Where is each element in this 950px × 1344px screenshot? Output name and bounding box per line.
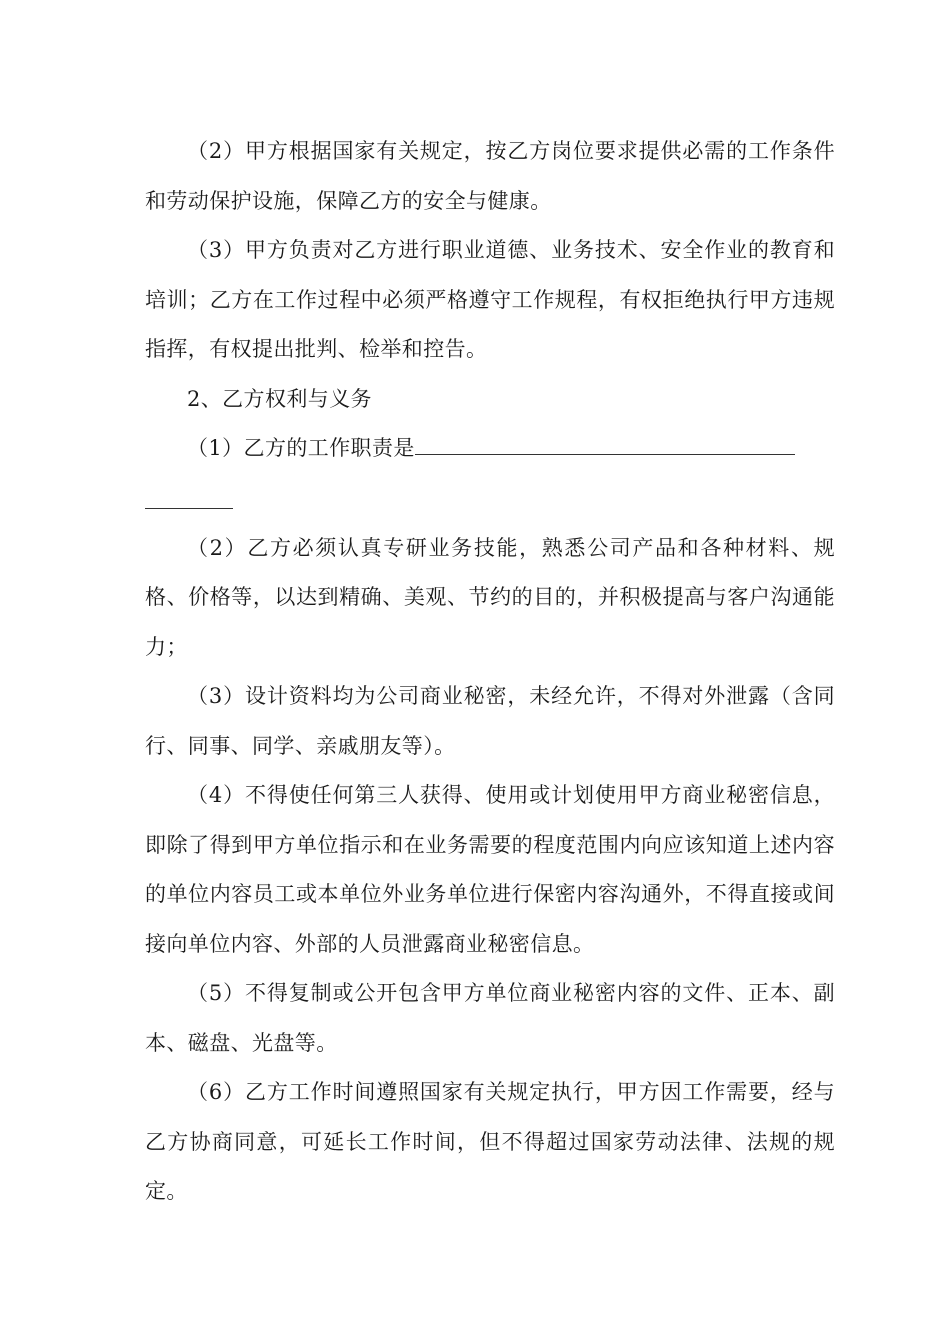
clause-b2-skills: （2）乙方必须认真专研业务技能，熟悉公司产品和各种材料、规格、价格等，以达到精确、美观、节约的目的，并积极提高与客户沟通能力； — [145, 535, 835, 659]
clause-b4-trade-secrets: （4）不得使任何第三人获得、使用或计划使用甲方商业秘密信息，即除了得到甲方单位指示和在业务需要的程度范围内向应该知道上述内容的单位内容员工或本单位外业务单位进行保密内容沟通外，不得直接或间接向单位内容、外部的人员泄露商业秘密信息。 — [145, 783, 835, 956]
clause-b3-confidential-design: （3）设计资料均为公司商业秘密，未经允许，不得对外泄露（含同行、同事、同学、亲戚朋友等）。 — [145, 684, 835, 758]
clause-b6-working-hours: （6）乙方工作时间遵照国家有关规定执行，甲方因工作需要，经与乙方协商同意，可延长工作时间，但不得超过国家劳动法律、法规的规定。 — [145, 1080, 835, 1203]
clause-a2-work-conditions: （2）甲方根据国家有关规定，按乙方岗位要求提供必需的工作条件和劳动保护设施，保障乙方的安全与健康。 — [145, 139, 835, 213]
section-heading-party-b-rights: 2、乙方权利与义务 — [187, 386, 372, 411]
clause-b1-job-duties — [145, 424, 835, 474]
clause-b5-no-copying: （5）不得复制或公开包含甲方单位商业秘密内容的文件、正本、副本、磁盘、光盘等。 — [145, 981, 835, 1055]
duties-fill-in-blank — [415, 426, 795, 455]
clause-b1-label: （1）乙方的工作职责是 — [187, 436, 415, 460]
duties-fill-in-blank-continued — [145, 474, 233, 509]
document-body — [145, 127, 835, 1217]
clause-a3-training: （3）甲方负责对乙方进行职业道德、业务技术、安全作业的教育和培训；乙方在工作过程中必须严格遵守工作规程，有权拒绝执行甲方违规指挥，有权提出批判、检举和控告。 — [145, 238, 835, 361]
